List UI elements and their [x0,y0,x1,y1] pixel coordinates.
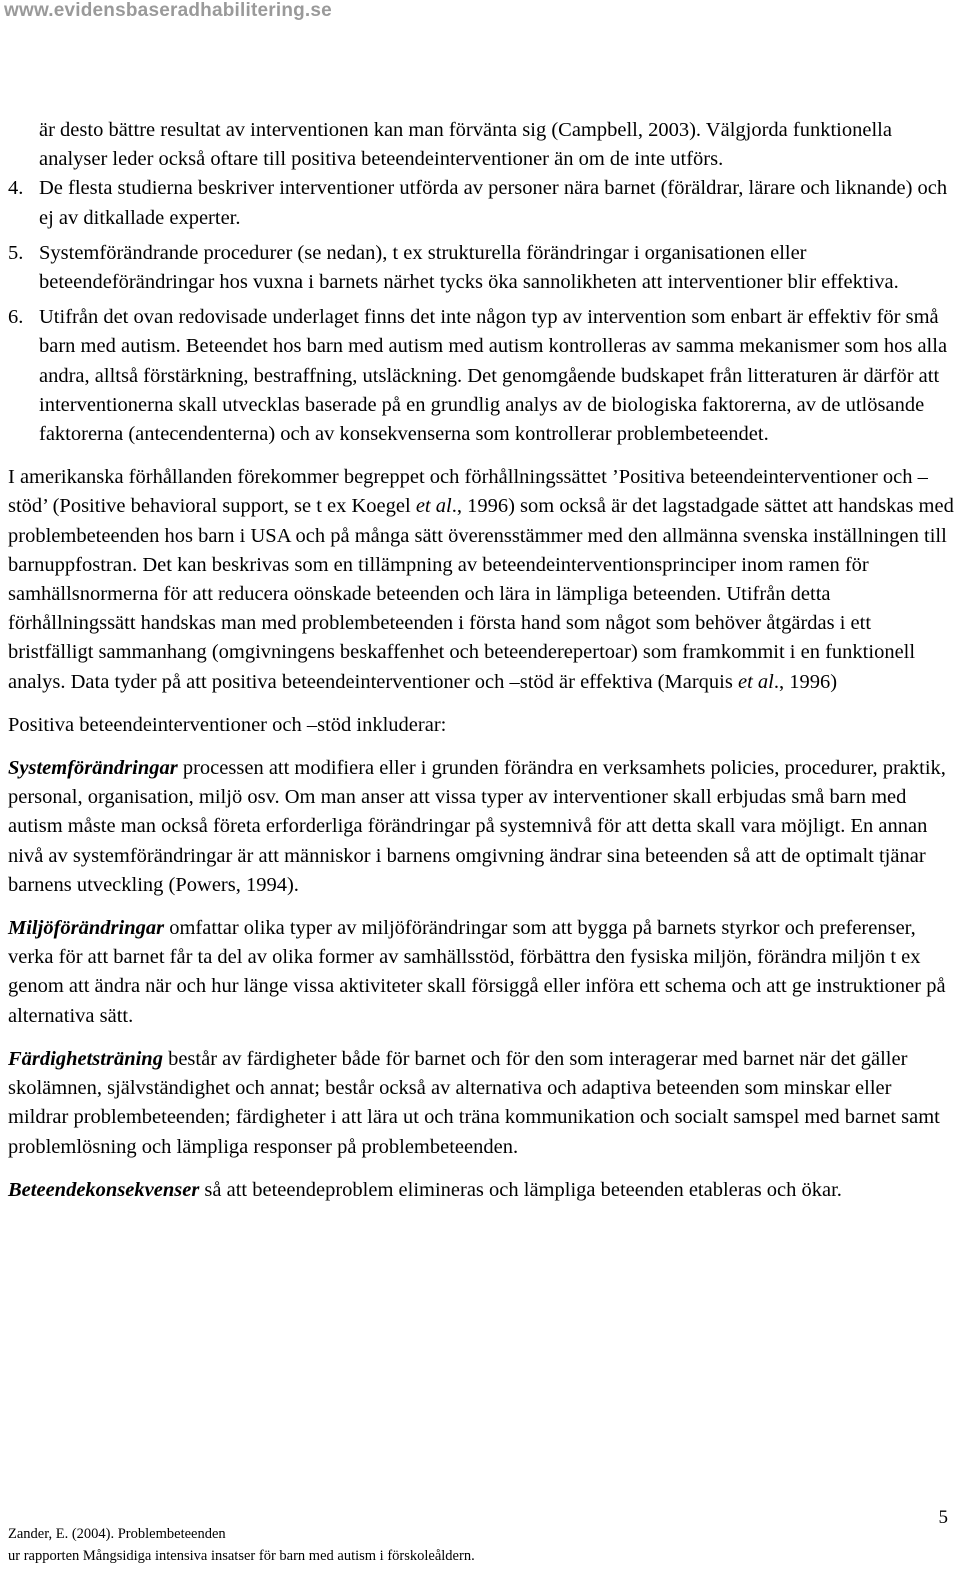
section-text: består av färdigheter både för barnet och för den som interagerar med barnet när det gäller skolämnen, självständighet och annat; består också av alternativa och adaptiva beteenden som minskar eller mildrar problembeteenden; färdigheter i att lära ut och träna kommunikation och socialt samspel med barnet samt problemlösning och lämpliga responser på problembeteenden. [8,1047,940,1158]
et-al: et al [415,495,452,518]
section-text: processen att modifiera eller i grunden förändra en verksamhets policies, procedurer, praktik, personal, organisation, miljö osv. Om man anser att vissa typer av interventioner skall erbjudas små barn med autism måste man också företa erforderliga förändringar på systemnivå för att detta skall vara möjligt. En annan nivå av systemförändringar är att människor i barnens omgivning ändrar sina beteenden så att de optimalt tjänar barnens utveckling (Powers, 1994). [8,757,946,896]
footer-line: Zander, E. (2004). Problembeteenden [8,1526,226,1542]
section-beteendekonsekvenser [8,1176,956,1205]
list-item-text: Utifrån det ovan redovisade underlaget finns det inte någon typ av intervention som enbart är effektiv för små barn med autism. Beteendet hos barn med autism med autism kontrolleras av samma mekanismer som hos alla andra, alltså förstärkning, bestraffning, utsläckning. Det genomgående budskapet från litteraturen är därför att interventionerna skall utvecklas baserade på en grundlig analys av de biologiska faktorerna, av de utlösande faktorerna (antecendenterna) och av konsekvenserna som kontrollerar problembeteendet. [39,306,948,446]
list-item-text: Systemförändrande procedurer (se nedan), t ex strukturella förändringar i organisationen eller beteendeförändringar hos vuxna i barnets närhet tycks öka sannolikheten att interventioner blir effektiva. [39,241,899,294]
section-miljoforandringar [8,914,956,1031]
list-item [8,303,956,449]
list-item [8,174,956,232]
site-url-header[interactable]: www.evidensbaseradhabilitering.se [4,0,332,21]
pbs-paragraph: I amerikanska förhållanden förekommer begreppet och förhållningssättet ’Positiva beteendeinterventioner och –stöd’ (Positive behavioral support, se t ex Koegel et al., 1996) som också är det lagstadgade sättet att handskas med problembeteenden hos barn i USA och på många sätt överensstämmer med den allmänna svenska inställningen till barnuppfostran. Det kan beskrivas som en tillämpning av beteendeinterventionsprinciper inom ramen för samhällsnormerna för att reducera oönskade beteenden och lära in lämpliga beteenden. Utifrån detta förhållningssätt handskas man med problembeteenden i första hand som något som behöver åtgärdas i ett bristfälligt sammanhang (omgivningens beskaffenhet och beteenderepertoar) som framkommit i en funktionell analys. Data tyder på att positiva beteendeinterventioner och –stöd är effektiva (Marquis et al., 1996) [8,466,954,693]
section-term: Miljöförändringar [8,917,165,940]
list-item-number: 4. [8,177,24,200]
document-body [8,116,956,1205]
section-term: Färdighetsträning [8,1047,163,1070]
section-term: Beteendekonsekvenser [8,1178,200,1201]
intro-paragraph: Positiva beteendeinterventioner och –stöd inkluderar: [8,713,447,736]
list-continuation: är desto bättre resultat av interventionen kan man förvänta sig (Campbell, 2003). Välgjorda funktionella analyser leder också oftare till positiva beteendeinterventioner än om de inte utförs. [39,119,892,171]
page-number: 5 [938,1507,948,1528]
footer-citation [8,1523,475,1567]
section-term: Systemförändringar [8,757,178,780]
footer-line: ur rapporten Mångsidiga intensiva insatser för barn med autism i förskoleåldern. [8,1548,475,1564]
list-item [8,239,956,297]
list-item-number: 6. [8,306,24,329]
section-systemforandringar [8,754,956,900]
list-item-number: 5. [8,241,24,264]
list-item-text: De flesta studierna beskriver interventioner utförda av personer nära barnet (föräldrar, lärare och liknande) och ej av ditkallade experter. [39,177,948,229]
et-al: et al [737,670,774,693]
section-fardighetstraning [8,1045,956,1162]
section-text: omfattar olika typer av miljöförändringar som att bygga på barnets styrkor och preferenser, verka för att barnet får ta del av olika former av samhällsstöd, förbättra den fysiska miljön, förändra miljön t ex genom att ändra när och hur länge vissa aktiviteter skall försiggå eller införa ett schema och att ge instruktioner på alternativa sätt. [8,917,946,1027]
section-text: så att beteendeproblem elimineras och lämpliga beteenden etableras och ökar. [199,1178,842,1201]
